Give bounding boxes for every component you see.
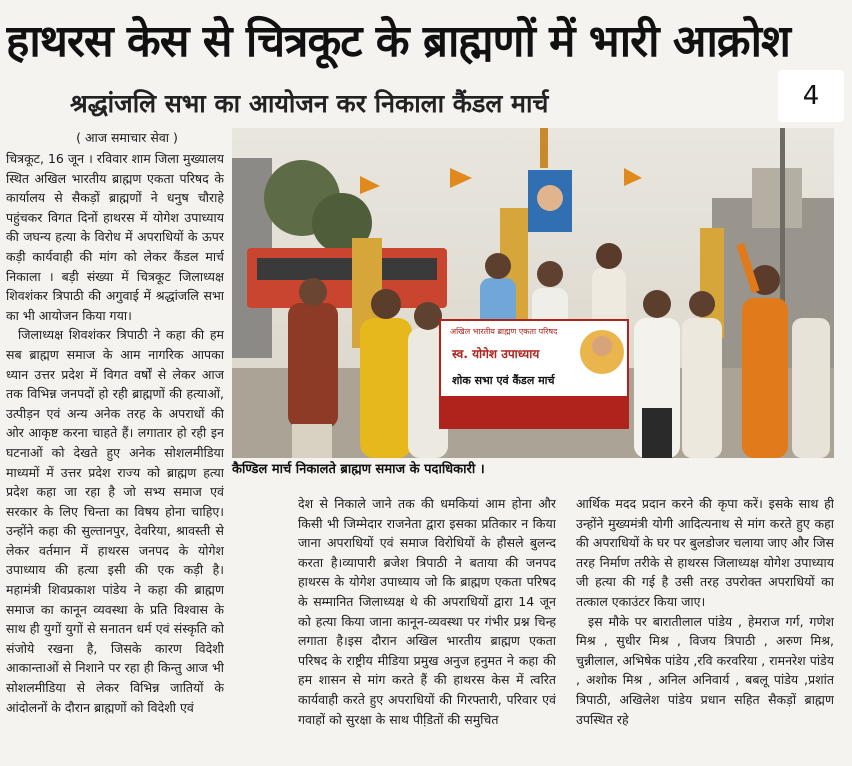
- article-column-1: [6, 149, 224, 761]
- article-column-3: [576, 494, 834, 762]
- paragraph: देश से निकाले जाने तक की धमकियां आम होना और किसी भी जिम्मेदार राजनेता द्वारा इसका प्रतिकार न किया जाना अपराधियों एवं समाज विरोधियों के हौसले बुलन्द करता है।व्यापारी ब्रजेश त्रिपाठी ने बताया की जनपद हाथरस के योगेश उपाध्याय जो कि ब्राह्मण एकता परिषद के सम्मानित जिलाध्यक्ष थे की अपराधियों द्वारा 14 जून को हत्या किया जाना कानून-व्यवस्था पर गंभीर प्रश्न चिन्ह लगाता है।इस दौरान अखिल भारतीय ब्राह्मण एकता परिषद के राष्ट्रीय मीडिया प्रमुख अनुज हनुमत ने कहा की हम शासन से मांग करते हैं की हाथरस केस में त्वरित कार्यवाही करते हुए अपराधियों की गिरफ्तारी, परिवार एवं गवाहों को सुरक्षा के साथ पीडि़तों की समुचित: [298, 496, 556, 727]
- page-number-badge: 4: [778, 70, 844, 122]
- banner-name: स्व. योगेश उपाध्याय: [452, 347, 540, 361]
- photo-caption: कैण्डिल मार्च निकालते ब्राह्मण समाज के पदाधिकारी ।: [232, 462, 485, 477]
- headline: हाथरस केस से चित्रकूट के ब्राह्मणों में भारी आक्रोश: [6, 16, 790, 67]
- paragraph: जिलाध्यक्ष शिवशंकर त्रिपाठी ने कहा की हम सब ब्राह्मण समाज के आम नागरिक आपका ध्यान उत्तर प्रदेश में विगत वर्षों से लेकर आज तक विभिन्न जनपदों हो रही ब्राह्मणों की हत्याओं, उत्पीड़न एवं अन्य अनेक तरह के अपराधों की ओर आकृष्ट करना चाहते हैं। लगातार हो रही इन घटनाओं को देखते हुए अनेक सोशलमीडिया माध्यमों में उत्तर प्रदेश राज्य को ब्राह्मण हत्या प्रदेश कहा जा रहा है जो सभ्य समाज एवं सरकार के लिए चिन्ता का विषय होना चाहिए। उन्होंने कहा की सुल्तानपुर, देवरिया, श्रावस्ती से लेकर वर्तमान में हाथरस जनपद के योगेश उपाध्याय की हत्या इसी की एक कड़ी है। महामंत्री शिवप्रकाश पांडेय ने कहा की ब्राह्मण समाज का कानून व्यवस्था के प्रति विश्वास के साथ ही युगों युगों से सनातन धर्म एवं संस्कृति को संजोये रखना है, जिसके कारण विदेशी आकान्ताओं से निशाने पर रहा ही किन्तु आज भी सोशलमीडिया से लेकर विभिन्न जातियों के आंदोलनों के दौरान ब्राह्मणों को विदेशी एवं: [6, 327, 224, 715]
- paragraph: चित्रकूट, 16 जून । रविवार शाम जिला मुख्यालय स्थित अखिल भारतीय ब्राह्मण एकता परिषद के कार्यालय से सैकड़ों ब्राह्मणों ने धनुष चौराहे पहुंचकर विगत दिनों हाथरस में योगेश उपाध्याय की जघन्य हत्या के विरोध में अपराधियों के ऊपर कड़ी कार्यवाही की मांग को लेकर कैंडल मार्च निकाला । बड़ी संख्या में चित्रकूट जिलाध्यक्ष शिवशंकर त्रिपाठी की अगुवाई में श्रद्धांजलि सभा का भी आयोजन किया गया।: [6, 151, 224, 323]
- news-photo: [232, 128, 834, 458]
- paragraph: इस मौके पर बारातीलाल पांडेय , हेमराज गर्ग, गणेश मिश्र , सुधीर मिश्र , विजय त्रिपाठी , अरुण मिश्र, चुन्नीलाल, अभिषेक पांडेय ,रवि करवरिया , रामनरेश पांडेय , अशोक मिश्र , अनिल अनिवार्य , बबलू पांडेय ,प्रशांत त्रिपाठी, अखिलेश पांडेय प्रधान सहित सैकड़ों ब्राह्मण उपस्थित रहे: [576, 613, 834, 727]
- banner: [440, 320, 628, 428]
- banner-line1: अखिल भारतीय ब्राह्मण एकता परिषद: [450, 327, 558, 336]
- subheadline: श्रद्धांजलि सभा का आयोजन कर निकाला कैंडल मार्च: [70, 89, 549, 118]
- banner-line3: शोक सभा एवं कैंडल मार्च: [452, 374, 555, 387]
- news-agency-credit: ( आज समाचार सेवा ): [76, 130, 178, 145]
- paragraph: आर्थिक मदद प्रदान करने की कृपा करें। इसके साथ ही उन्होंने मुख्यमंत्री योगी आदित्यनाथ से मांग करते हुए कहा की अपराधियों के घर पर बुलडोजर चलाया जाए और जिस तरह निर्माण तरीके से हाथरस जिलाध्यक्ष योगेश उपाध्याय जी हत्या की गई है उसी तरह उपरोक्त अपराधियों का तत्काल एकाउंटर किया जाए।: [576, 496, 834, 609]
- article-column-2: [298, 494, 556, 762]
- candle-march-photo: [232, 128, 834, 458]
